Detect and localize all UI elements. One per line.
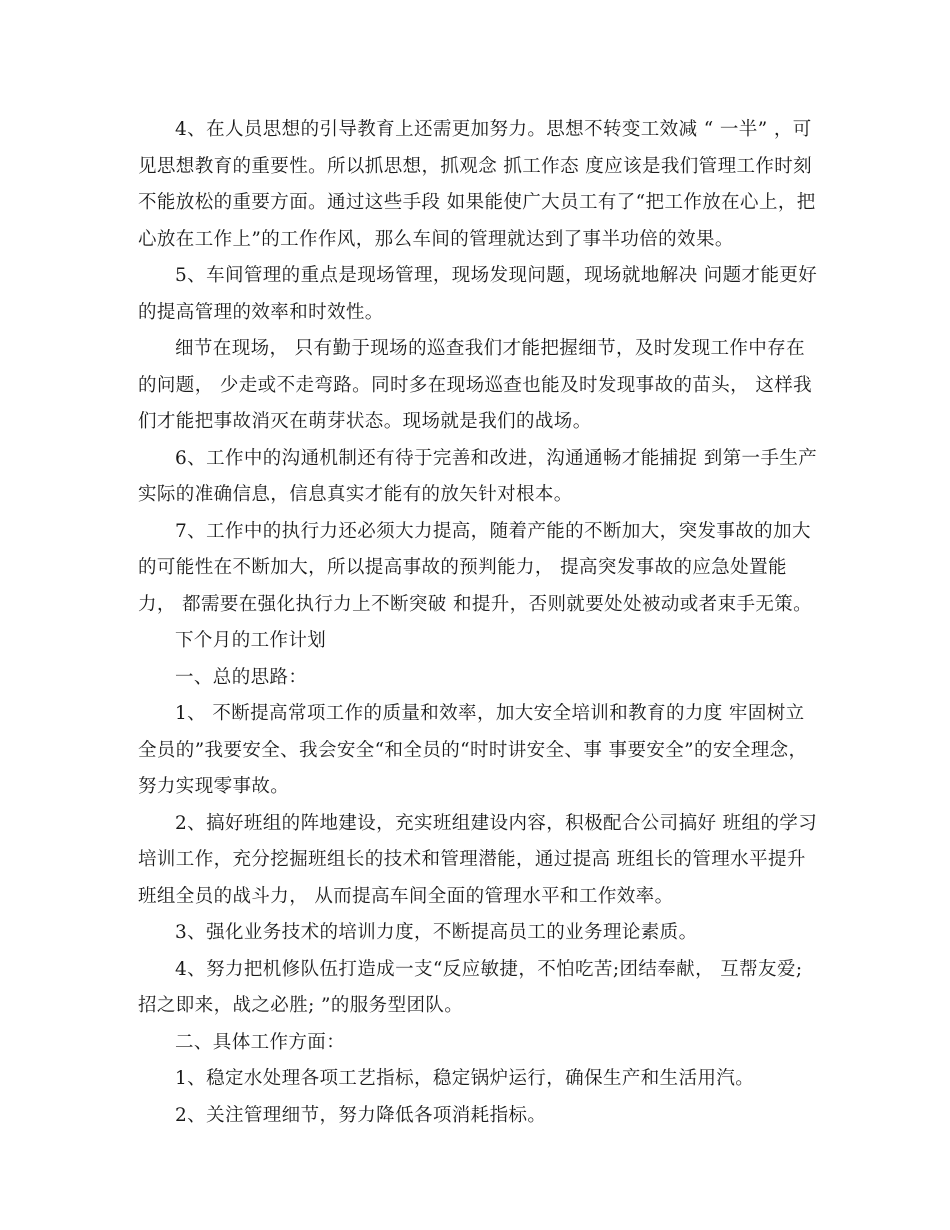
specific-item-1-water-boiler: 1、稳定水处理各项工艺指标，稳定锅炉运行，确保生产和生活用汽。 xyxy=(175,1068,755,1089)
document-body xyxy=(138,112,818,1134)
specific-item-2-consumption: 2、关注管理细节，努力降低各项消耗指标。 xyxy=(175,1104,547,1126)
paragraph-item-7-execution: 7、工作中的执行力还必须大力提高，随着产能的不断加大，突发事故的加大的可能性在不断加大，所以提高事故的预判能力， 提高突发事故的应急处置能力， 都需要在强化执行力上不断突破 和提升，否则就要处处被动或者束手无策。 xyxy=(138,520,813,615)
plan-item-3-training: 3、强化业务技术的培训力度，不断提高员工的业务理论素质。 xyxy=(175,922,698,943)
plan-item-4-maintenance-team: 4、努力把机修队伍打造成一支“反应敏捷，不怕吃苦;团结奉献， 互帮友爱;招之即来，战之必胜; ”的服务型团队。 xyxy=(138,958,803,1016)
paragraph-details-onsite: 细节在现场， 只有勤于现场的巡查我们才能把握细节，及时发现工作中存在的问题， 少走或不走弯路。同时多在现场巡查也能及时发现事故的苗头， 这样我们才能把事故消灭在萌芽状态。现场就是我们的战场。 xyxy=(138,338,813,432)
section-heading-specific-work: 二、具体工作方面： xyxy=(175,1031,346,1053)
plan-item-1-safety: 1、 不断提高常项工作的质量和效率，加大安全培训和教育的力度 牢固树立全员的”我要安全、我会安全“和全员的“时时讲安全、事 事要安全”的安全理念，努力实现零事故。 xyxy=(138,703,808,797)
paragraph-item-6-communication: 6、工作中的沟通机制还有待于完善和改进，沟通通畅才能捕捉 到第一手生产实际的准确信息，信息真实才能有的放矢针对根本。 xyxy=(138,447,818,505)
paragraph-item-4-ideology: 4、在人员思想的引导教育上还需更加努力。思想不转变工效减 “ 一半” ，可见思想教育的重要性。所以抓思想，抓观念 抓工作态 度应该是我们管理工作时刻不能放松的重要方面。通过这些手段 如果能使广大员工有了“把工作放在心上，把心放在工作上”的工作作风，那么车间的管理就达到了事半功倍的效果。 xyxy=(138,119,816,250)
section-heading-general-approach: 一、总的思路： xyxy=(175,666,308,688)
paragraph-item-5-onsite-management: 5、车间管理的重点是现场管理，现场发现问题，现场就地解决 问题才能更好的提高管理的效率和时效性。 xyxy=(138,265,818,323)
section-heading-next-month-plan: 下个月的工作计划 xyxy=(175,630,327,651)
plan-item-2-team-building: 2、搞好班组的阵地建设，充实班组建设内容，积极配合公司搞好 班组的学习培训工作，充分挖掘班组长的技术和管理潜能，通过提高 班组长的管理水平提升班组全员的战斗力， 从而提高车间全面的管理水平和工作效率。 xyxy=(138,812,818,907)
